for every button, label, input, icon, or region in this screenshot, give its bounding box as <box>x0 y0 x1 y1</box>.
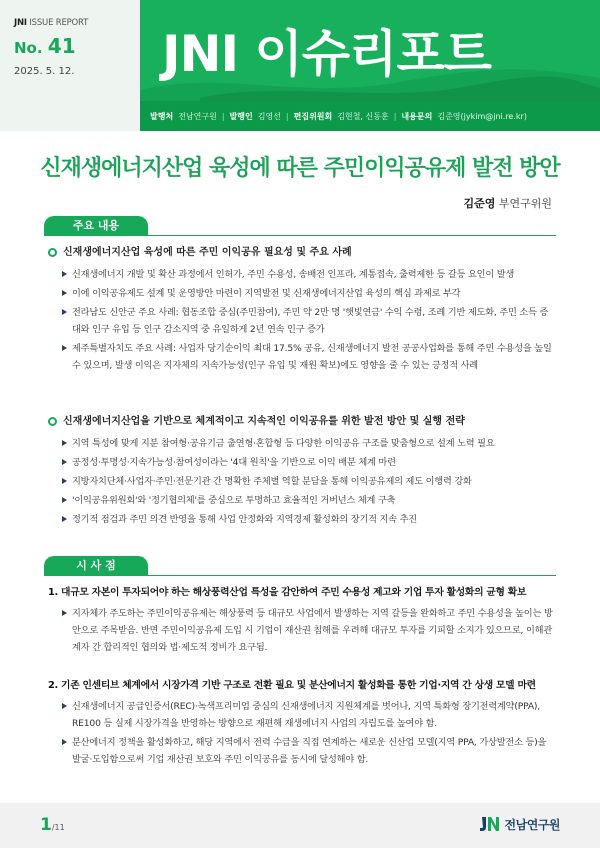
credits-spacer <box>0 101 140 131</box>
credit-key-editors: 편집위원회 <box>293 111 333 121</box>
summary-list <box>48 266 556 374</box>
implication-1 <box>48 586 556 658</box>
summary-group-1 <box>48 246 556 376</box>
credit-value-issuer: 김영선 <box>257 111 281 121</box>
org-logo <box>479 815 560 833</box>
report-title: JNI 이슈리포트 <box>162 25 491 83</box>
summary-group-title <box>48 246 556 260</box>
summary-group-title-text: 신재생에너지산업 육성에 따른 주민 이익공유 필요성 및 주요 사례 <box>63 247 352 258</box>
credit-divider: | <box>221 111 225 121</box>
summary-group-2 <box>48 415 556 530</box>
summary-group-title <box>48 415 556 429</box>
implication-title: 1. 대규모 자본이 투자되어야 하는 해상풍력산업 특성을 감안하여 주민 수용성 제고와 기업 투자 활성화의 균형 확보 <box>48 587 527 598</box>
page-total: /11 <box>51 823 65 832</box>
issue-label-text: ISSUE REPORT <box>29 18 89 28</box>
credit-divider: | <box>393 111 397 121</box>
implication-2 <box>48 679 556 770</box>
list-item: 지방자치단체·사업자·주민·전문기관 간 명확한 주체별 역할 분담을 통해 이익공유제의 제도 이행력 강화 <box>62 473 556 490</box>
page-number <box>40 815 65 835</box>
credit-key-contact: 내용문의 <box>401 111 433 121</box>
circle-bullet-icon <box>48 417 57 426</box>
list-item: 신재생에너지 개발 및 확산 과정에서 인허가, 주민 수용성, 송배전 인프라, 계통접속, 출력제한 등 갈등 요인이 발생 <box>62 266 556 283</box>
author-line <box>463 195 552 211</box>
issue-number-prefix: No. <box>14 39 43 57</box>
issue-date: 2025. 5. 12. <box>14 66 75 77</box>
implication-title: 2. 기존 인센티브 체계에서 시장가격 기반 구조로 전환 필요 및 분산에너지 활성화를 통한 기업·지역 간 상생 모델 마련 <box>48 680 536 691</box>
list-item: 분산에너지 정책을 활성화하고, 해당 지역에서 전력 수급을 직접 연계하는 새로운 신산업 모델(지역 PPA, 가상발전소 등)을 발굴·도입함으로써 기업 재산권 보호와 주민 이익공유를 동시에 달성해야 함. <box>62 734 556 768</box>
list-item: 전라남도 신안군 주요 사례: 협동조합 중심(주민참여), 주민 약 2만 명 '햇빛연금' 수익 수령, 조례 기반 제도화, 주민 소득 증대와 인구 유입 등 인구 감소지역 중 유일하게 2년 연속 인구 증가 <box>62 304 556 338</box>
summary-group-title-text: 신재생에너지산업을 기반으로 체계적이고 지속적인 이익공유를 위한 발전 방안 및 실행 전략 <box>63 416 465 427</box>
author-position: 부연구위원 <box>498 197 552 210</box>
list-item: 지역 특성에 맞게 지분 참여형·공유기금 출연형·혼합형 등 다양한 이익공유 구조를 맞춤형으로 설계 노력 필요 <box>62 435 556 452</box>
implication-list <box>48 605 556 656</box>
list-item: '이익공유위원회'와 '정기협의체'를 중심으로 투명하고 효율적인 거버넌스 체계 구축 <box>62 492 556 509</box>
jni-logo-icon <box>479 815 501 833</box>
credit-divider: | <box>285 111 289 121</box>
footer <box>0 803 600 848</box>
document-title: 신재생에너지산업 육성에 따른 주민이익공유제 발전 방안 <box>40 156 560 181</box>
list-item: 정기적 점검과 주민 의견 반영을 통해 사업 안정화와 지역경제 활성화의 장기적 지속 추진 <box>62 511 556 528</box>
implication-list <box>48 698 556 768</box>
issue-panel <box>0 0 140 101</box>
list-item: 이에 이익공유제도 설계 및 운영방안 마련이 지역발전 및 신재생에너지산업 육성의 핵심 과제로 부각 <box>62 285 556 302</box>
credit-value-editors: 김현철, 신동훈 <box>337 111 389 121</box>
list-item: 신재생에너지 공급인증서(REC)·녹색프리미엄 중심의 신재생에너지 지원체계를 벗어나, 지역 특화형 장기전력계약(PPA), RE100 등 실제 시장가격을 반영하는 방향으로 재편해 재생에너지 사업의 자립도를 높여야 함. <box>62 698 556 732</box>
issue-label-brand: JNI <box>14 18 27 28</box>
implications-section-header <box>44 556 556 576</box>
circle-bullet-icon <box>48 248 57 257</box>
list-item: 제주특별자치도 주요 사례: 사업자 당기순이익 최대 17.5% 공유, 신재생에너지 발전 공공사업화를 통해 주민 수용성을 높일 수 있으며, 발생 이익은 지자체의 지속가능성(인구 유입 및 재원 확보)에도 영향을 줄 수 있는 긍정적 사례 <box>62 340 556 374</box>
credit-value-contact[interactable]: 김준영(jykim@jni.re.kr) <box>437 111 527 121</box>
summary-section-header <box>44 216 556 236</box>
page-current: 1 <box>40 815 52 835</box>
summary-section-label: 주요 내용 <box>44 216 148 236</box>
header-banner <box>0 0 600 101</box>
list-item: 지자체가 주도하는 주민이익공유제는 해상풍력 등 대규모 사업에서 발생하는 지역 갈등을 완화하고 주민 수용성을 높이는 방안으로 주목받음. 반면 주민이익공유제 도입 시 기업이 재산권 침해를 우려해 대규모 투자를 기피할 소지가 있으므로, 이해관계자 간 합리적인 협의와 법·제도적 정비가 요구됨. <box>62 605 556 656</box>
issue-number-value: 41 <box>47 34 76 58</box>
credit-key-publisher: 발행처 <box>150 111 174 121</box>
implications-section-label: 시 사 점 <box>44 556 148 576</box>
list-item: 공정성·투명성·지속가능성·참여성이라는 '4대 원칙'을 기반으로 이익 배분 체계 마련 <box>62 454 556 471</box>
decorative-wave-icon <box>140 60 600 101</box>
issue-label <box>14 18 88 28</box>
credit-key-issuer: 발행인 <box>229 111 253 121</box>
issue-number <box>14 34 76 58</box>
summary-list <box>48 435 556 528</box>
credit-value-publisher: 전남연구원 <box>178 111 217 121</box>
author-name: 김준영 <box>463 197 496 210</box>
credits-bar <box>140 101 600 131</box>
org-name: 전남연구원 <box>504 817 560 832</box>
